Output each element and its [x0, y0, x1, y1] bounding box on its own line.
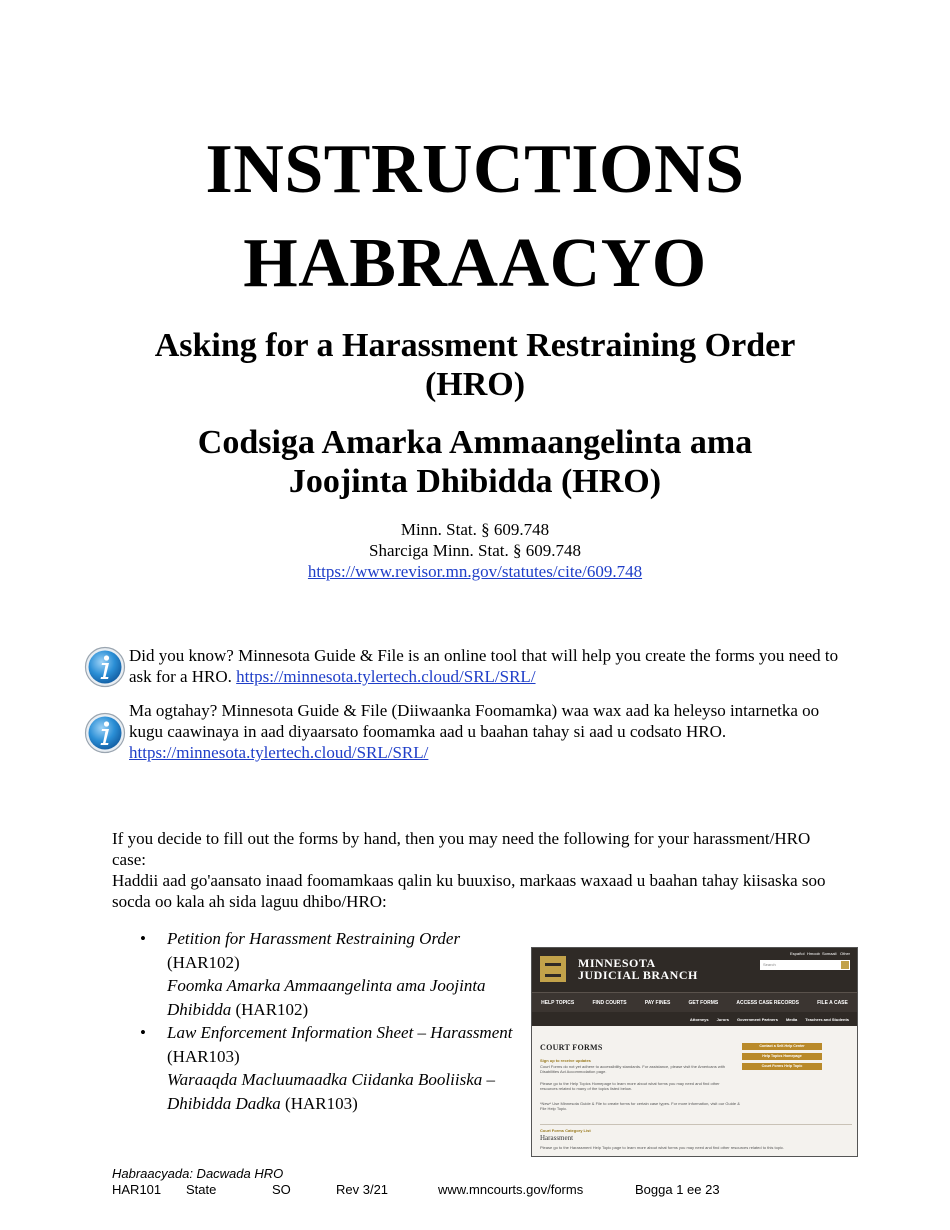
- site-brand-line1: MINNESOTA: [578, 956, 656, 970]
- form-code: (HAR103): [285, 1093, 358, 1113]
- footer-page-number: Bogga 1 ee 23: [635, 1182, 720, 1197]
- list-item: [140, 1021, 520, 1115]
- tip-text: Ma ogtahay? Minnesota Guide & File (Diiwaanka Foomamka) waa wax aad ka heleyso intarnetka oo kugu caawinaya in aad diyaarsato foomamka aad u baahan tahay si aad u codsato HRO.: [129, 701, 820, 741]
- form-title-en: Law Enforcement Information Sheet – Harassment: [167, 1023, 513, 1042]
- court-forms-heading: COURT FORMS: [540, 1043, 603, 1052]
- site-search-box: Search: [760, 960, 850, 970]
- subtitle-en-line1: Asking for a Harassment Restraining Order: [154, 327, 796, 364]
- subtitle-so-line1: Codsiga Amarka Ammaangelinta ama: [197, 424, 753, 461]
- footer-language: SO: [272, 1182, 291, 1197]
- guide-file-link[interactable]: https://minnesota.tylertech.cloud/SRL/SRL/: [236, 667, 536, 686]
- subtitle-so-line2: Joojinta Dhibidda (HRO): [288, 463, 662, 500]
- new-note: *New* Use Minnesota Guide & File to create forms for certain case types. For more information, visit our Guide & File Help Topic.: [540, 1101, 740, 1111]
- category-heading: Harassment: [540, 1134, 574, 1142]
- self-help-button: Contact a Self-Help Center: [742, 1043, 822, 1050]
- tip-text: Did you know? Minnesota Guide & File is an online tool that will help you create the forms you need to ask for a HRO.: [129, 646, 839, 686]
- intro-paragraph-so: Haddii aad go'aansato inaad foomamkaas qalin ku buuxiso, markaas waxaad u baahan tahay kiisaska soo socda oo kala ah sida laguu dhibo/HRO:: [112, 871, 826, 911]
- tip-guide-file-en: [129, 645, 849, 687]
- nav-item: FIND COURTS: [592, 1000, 627, 1006]
- form-title-so: Foomka Amarka Ammaangelinta ama Joojinta Dhibidda: [167, 976, 486, 1019]
- site-header: [532, 948, 857, 992]
- list-item: [140, 927, 520, 1021]
- subtitle-en-line2: (HRO): [424, 366, 526, 403]
- statute-citation: Minn. Stat. § 609.748: [400, 520, 550, 539]
- court-forms-screenshot: [531, 947, 858, 1157]
- nav-item: FILE A CASE: [817, 1000, 848, 1006]
- guide-file-link[interactable]: https://minnesota.tylertech.cloud/SRL/SRL/: [129, 743, 429, 762]
- nav-item: HELP TOPICS: [541, 1000, 575, 1006]
- bullet-icon: •: [140, 1023, 146, 1042]
- courthouse-logo-icon: [540, 956, 566, 982]
- divider: [540, 1124, 852, 1125]
- intro-paragraph-en: If you decide to fill out the forms by hand, then you may need the following for your harassment/HRO case:: [112, 829, 811, 869]
- statute-link-wrap: [0, 561, 950, 582]
- nav-item: PAY FINES: [644, 1000, 671, 1006]
- form-code: (HAR103): [167, 1046, 240, 1066]
- subnav-item: Attorneys: [689, 1016, 709, 1022]
- site-nav: [532, 992, 857, 1013]
- title-instructions: INSTRUCTIONS: [205, 131, 745, 208]
- lang-link: Somaali: [822, 951, 837, 956]
- help-note: Please go to the Help Topics Homepage to learn more about what forms you may need and find other resources related to many of the topics listed below.: [540, 1081, 720, 1091]
- footer-revision: Rev 3/21: [336, 1182, 389, 1197]
- tip-guide-file-so: [129, 700, 849, 763]
- bullet-icon: •: [140, 929, 146, 948]
- footer-website: www.mncourts.gov/forms: [438, 1182, 584, 1197]
- statute-citation-somali: Sharciga Minn. Stat. § 609.748: [368, 541, 581, 560]
- lang-link: Hmoob: [807, 951, 820, 956]
- form-code: (HAR102): [167, 952, 240, 972]
- ada-note: Court Forms do not yet adhere to accessibility standards. For assistance, please visit the Americans with Disabilities Act Accommodation page.: [540, 1064, 725, 1074]
- info-icon: [84, 712, 126, 754]
- footer-form-code: HAR101: [112, 1182, 162, 1197]
- lang-link: Español: [790, 951, 805, 956]
- nav-item: ACCESS CASE RECORDS: [736, 1000, 799, 1006]
- site-brand-line2: JUDICIAL BRANCH: [578, 968, 698, 982]
- signup-link: Sign up to receive updates: [540, 1058, 591, 1063]
- category-list-link: Court Forms Category List: [540, 1128, 591, 1133]
- info-icon: [84, 646, 126, 688]
- category-note: Please go to the Harassment Help Topic page to learn more about what forms you may need and find other resources related to this topic.: [540, 1145, 785, 1150]
- nav-item: GET FORMS: [688, 1000, 719, 1006]
- subnav-item: Government Partners: [737, 1016, 778, 1022]
- subnav-item: Media: [785, 1016, 798, 1022]
- site-body: [532, 1026, 857, 1156]
- title-habraacyo: HABRAACYO: [243, 225, 707, 302]
- forms-list: [140, 927, 520, 1115]
- statute-link[interactable]: https://www.revisor.mn.gov/statutes/cite/609.748: [307, 562, 643, 581]
- subnav-item: Jurors: [716, 1016, 730, 1022]
- site-subnav: [532, 1012, 857, 1026]
- lang-link: Other: [840, 951, 851, 956]
- forms-help-button: Court Forms Help Topic: [742, 1063, 822, 1070]
- footer-state: State: [186, 1182, 217, 1197]
- help-topics-button: Help Topics Homepage: [742, 1053, 822, 1060]
- form-title-en: Petition for Harassment Restraining Order: [167, 929, 461, 948]
- subnav-item: Teachers and Students: [805, 1016, 849, 1022]
- form-code: (HAR102): [235, 999, 309, 1019]
- form-title-so: Waraaqda Macluumaadka Ciidanka Booliiska – Dhibidda Dadka: [167, 1070, 496, 1113]
- footer-title: Habraacyada: Dacwada HRO: [112, 1166, 284, 1181]
